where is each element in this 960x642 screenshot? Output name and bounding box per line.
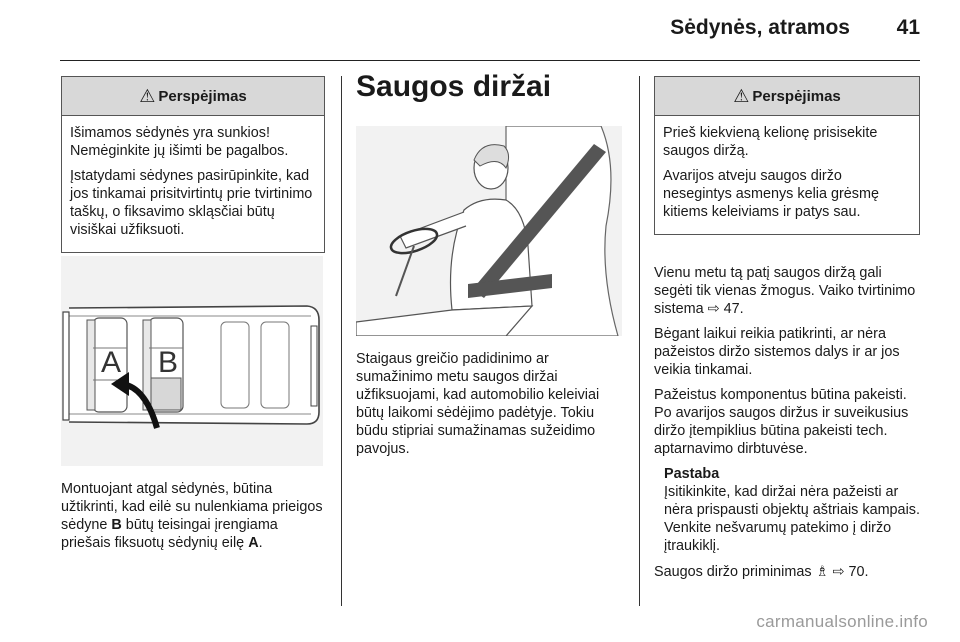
paragraph-child-seat: Vienu metu tą patį saugos diržą gali segėti tik vienas žmogus. Vaiko tvirtinimo sistema ⇨ 47. <box>654 265 916 317</box>
paragraph-text: Bėgant laikui reikia patikrinti, ar nėra pažeistos diržo sistemos dalys ir ar jos veikia tinkamai. <box>654 326 900 378</box>
paragraph-text: . <box>258 535 263 551</box>
middle-paragraph <box>356 350 624 465</box>
warning-triangle-icon: ⚠ <box>733 85 750 106</box>
warning-title: Perspėjimas <box>752 87 841 105</box>
column-divider-left <box>341 76 342 606</box>
page-ref-link[interactable]: 70 <box>848 564 865 580</box>
warning-box-seatbelt <box>654 76 920 235</box>
warning-body <box>62 116 324 252</box>
column-divider-right <box>639 76 640 606</box>
paragraph-text: Staigaus greičio padidinimo ar sumažinimo metu saugos diržai užfiksuojami, kad automobilio keleiviai būtų laikomi sėdėjimo padėtyje. Tokiu būdu stipriai sumažinamas sužeidimo pavojus. <box>356 351 600 457</box>
warning-text: Įstatydami sėdynes pasirūpinkite, kad jos tinkamai prisitvirtintų prie tvirtinimo taškų, o fiksavimo skląsčiai būtų visiškai užfiksuoti. <box>70 168 313 238</box>
paragraph-bold-b: B <box>111 517 122 533</box>
left-paragraph <box>61 480 323 552</box>
warning-header <box>655 77 919 116</box>
note-block <box>654 465 924 555</box>
paragraph-text: Vienu metu tą patį saugos diržą gali segėti tik vienas žmogus. Vaiko tvirtinimo sistema <box>654 265 916 317</box>
right-text-column <box>654 264 924 588</box>
seatbelt-reminder-icon: ♗ <box>815 564 829 580</box>
page-header-title: Sėdynės, atramos <box>670 16 850 39</box>
watermark: carmanualsonline.info <box>756 612 928 631</box>
paragraph-bold-a: A <box>248 535 259 551</box>
warning-text: Prieš kiekvieną kelionę prisisekite saugos diržą. <box>663 125 878 159</box>
page-ref-arrow-icon: ⇨ <box>832 564 845 580</box>
page-number: 41 <box>896 16 920 39</box>
seat-rows-figure <box>61 256 323 466</box>
page-ref-arrow-icon: ⇨ <box>707 301 720 317</box>
paragraph-text: Montuojant atgal sėdynės, būtina užtikrinti, kad eilė su nulenkiama prieigos sėdyne <box>61 481 323 533</box>
warning-box-seats <box>61 76 325 253</box>
warning-title: Perspėjimas <box>158 87 247 105</box>
warning-triangle-icon: ⚠ <box>139 85 156 106</box>
figure-label-b: B <box>158 346 179 379</box>
section-title: Saugos diržai <box>356 70 552 103</box>
warning-text: Išimamos sėdynės yra sunkios! Nemėginkite jų išimti be pagalbos. <box>70 125 289 159</box>
paragraph-text: būtų teisingai įrengiama priešais fiksuotų sėdynių eilę <box>61 517 278 551</box>
warning-header <box>62 77 324 116</box>
paragraph-text: Pažeistus komponentus būtina pakeisti. Po avarijos saugos diržus ir suveikusius diržo įtempiklius būtina pakeisti tech. aptarnavimo dirbtuvėse. <box>654 387 909 457</box>
paragraph-text: Saugos diržo priminimas <box>654 564 816 580</box>
note-title: Pastaba <box>664 466 720 482</box>
page-ref-link[interactable]: 47 <box>723 301 740 317</box>
note-text: Įsitikinkite, kad diržai nėra pažeisti ar nėra prispausti objektų aštriais kampais. Venkite nešvarumų patekimo į diržo įtraukiklį. <box>664 484 920 554</box>
figure-label-a: A <box>101 346 122 379</box>
warning-body <box>655 116 919 234</box>
seatbelt-figure <box>356 126 622 336</box>
warning-text: Avarijos atveju saugos diržo nesegintys asmenys kelia grėsmę kitiems keleiviams ir patys sau. <box>663 168 879 220</box>
header-divider <box>60 60 920 61</box>
paragraph-belt-reminder: Saugos diržo priminimas ♗ ⇨ 70. <box>654 564 869 580</box>
